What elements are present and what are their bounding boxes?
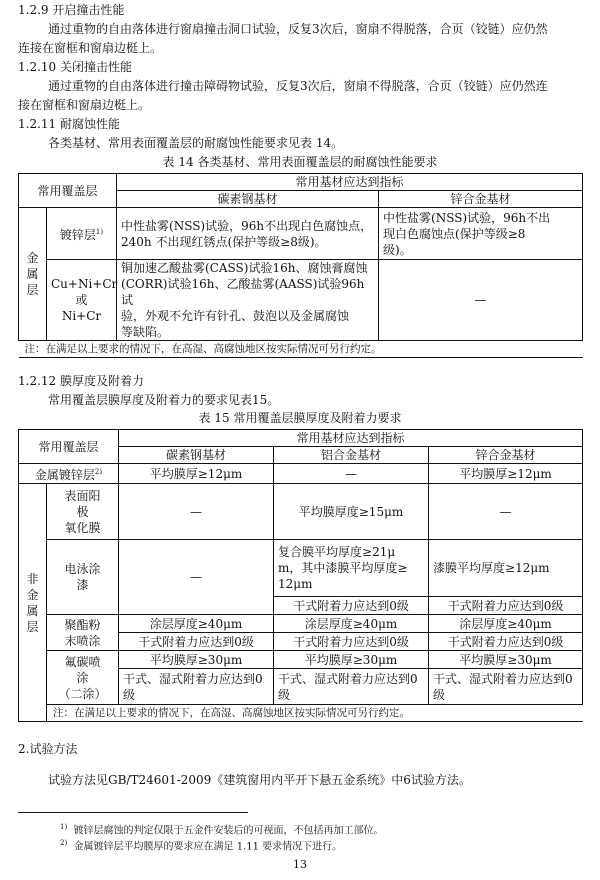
table-cell: 镀锌层$^{1)}$ bbox=[47, 208, 117, 260]
table-cell: 电泳涂 漆 bbox=[47, 540, 119, 615]
section-heading: 2.试验方法 bbox=[18, 742, 78, 756]
table-cell: 涂层厚度≥40μm bbox=[274, 615, 429, 633]
table-cell: 中性盐雾(NSS)试验，96h不出 现白色腐蚀点(保护等级≥8 级)。 bbox=[379, 208, 583, 260]
table-cell: Cu+Ni+Cr或 Ni+Cr bbox=[47, 260, 117, 341]
footnote: $^{1)}$ 镀锌层腐蚀的判定仅限于五金件安装后的可视面，不包括再加工部位。 bbox=[60, 823, 384, 837]
table-cell: 平均膜厚≥12μm bbox=[119, 464, 274, 484]
table-cell: 干式附着力应达到0级 bbox=[274, 597, 429, 615]
header-cell: 锌合金基材 bbox=[379, 191, 583, 208]
table-cell: 平均膜厚≥30μm bbox=[429, 651, 583, 669]
table-cell: 铜加速乙酸盐雾(CASS)试验16h、腐蚀膏腐蚀 (CORR)试验16h、乙酸盐雾(AASS)试验96h试 验，外观不允许有针孔、鼓泡以及金属腐蚀 等缺陷。 bbox=[117, 260, 379, 341]
table-cell: 干式附着力应达到0级 bbox=[429, 633, 583, 651]
table-note: 注：在满足以上要求的情况下，在高湿、高腐蚀地区按实际情况可另行约定。 bbox=[19, 341, 583, 358]
paragraph: 常用覆盖层膜厚度及附着力的要求见表15。 bbox=[48, 393, 280, 407]
header-cell: 铝合金基材 bbox=[274, 447, 429, 464]
footnote: $^{2)}$ 金属镀锌层平均膜厚的要求应在满足 1.11 要求情况下进行。 bbox=[60, 839, 343, 853]
table-caption: 表 15 常用覆盖层膜厚度及附着力要求 bbox=[198, 411, 402, 425]
paragraph: 接在窗框和窗扇边梃上。 bbox=[18, 98, 151, 112]
table-caption: 表 14 各类基材、常用表面覆盖层的耐腐蚀性能要求 bbox=[162, 155, 438, 169]
table-cell: 平均膜厚度≥15μm bbox=[274, 484, 429, 540]
table-cell: 干式、湿式附着力应达到0 级 bbox=[429, 669, 583, 705]
table-cell: — bbox=[119, 484, 274, 540]
table-15 bbox=[18, 429, 583, 722]
table-cell: 聚酯粉 末喷涂 bbox=[47, 615, 119, 651]
table-cell: 表面阳 极 氧化膜 bbox=[47, 484, 119, 540]
footnote-rule bbox=[18, 812, 248, 813]
table-note: 注：在满足以上要求的情况下，在高湿、高腐蚀地区按实际情况可另行约定。 bbox=[47, 705, 583, 722]
table-cell: 漆膜平均厚度≥12μm bbox=[429, 540, 583, 597]
paragraph: 各类基材、常用表面覆盖层的耐腐蚀性能要求见表 14。 bbox=[48, 136, 344, 150]
footnote-marker: 1) bbox=[95, 228, 104, 236]
table-cell: 平均膜厚≥30μm bbox=[274, 651, 429, 669]
table-cell: 干式、湿式附着力应达到0 级 bbox=[274, 669, 429, 705]
section-heading: 1.2.10 关闭撞击性能 bbox=[18, 60, 132, 74]
section-heading: 1.2.12 膜厚度及附着力 bbox=[18, 374, 144, 388]
table-cell: — bbox=[119, 540, 274, 615]
table-cell: 干式附着力应达到0级 bbox=[119, 633, 274, 651]
row-group-label: 金 属 层 bbox=[19, 208, 47, 341]
table-cell: 复合膜平均厚度≥21μ m，其中漆膜平均厚度≥ 12μm bbox=[274, 540, 429, 597]
paragraph: 通过重物的自由落体进行撞击障碍物试验，反复3次后，窗扇不得脱落，合页（铰链）应仍然连 bbox=[48, 79, 548, 93]
header-cell: 锌合金基材 bbox=[429, 447, 583, 464]
table-cell: 干式附着力应达到0级 bbox=[429, 597, 583, 615]
table-cell: 中性盐雾(NSS)试验，96h不出现白色腐蚀点， 240h 不出现红锈点(保护等级≥8级)。 bbox=[117, 208, 379, 260]
paragraph: 试验方法见GB/T24601-2009《建筑窗用内平开下悬五金系统》中6试验方法。 bbox=[48, 773, 471, 787]
table-14 bbox=[18, 173, 583, 358]
paragraph: 连接在窗框和窗扇边梃上。 bbox=[18, 41, 163, 55]
footnote-marker: 2) bbox=[94, 468, 103, 476]
header-cell: 常用基材应达到指标 bbox=[117, 174, 583, 191]
header-cell: 常用覆盖层 bbox=[19, 174, 117, 208]
table-cell: 金属镀锌层$^{2)}$ bbox=[19, 464, 119, 484]
page-number: 13 bbox=[293, 858, 307, 871]
header-cell: 常用基材应达到指标 bbox=[119, 430, 583, 447]
header-cell: 碳素钢基材 bbox=[117, 191, 379, 208]
header-cell: 常用覆盖层 bbox=[19, 430, 119, 464]
table-cell: 平均膜厚≥30μm bbox=[119, 651, 274, 669]
table-cell: 干式、湿式附着力应达到0 级 bbox=[119, 669, 274, 705]
table-cell: 涂层厚度≥40μm bbox=[119, 615, 274, 633]
table-cell: 氟碳喷 涂 （二涂） bbox=[47, 651, 119, 705]
table-cell: — bbox=[429, 484, 583, 540]
section-heading: 1.2.9 开启撞击性能 bbox=[18, 3, 125, 17]
table-cell: — bbox=[274, 464, 429, 484]
row-group-label: 非 金 属 层 bbox=[19, 484, 47, 722]
header-cell: 碳素钢基材 bbox=[119, 447, 274, 464]
table-cell: 涂层厚度≥40μm bbox=[429, 615, 583, 633]
table-cell: 平均膜厚≥12μm bbox=[429, 464, 583, 484]
table-cell: — bbox=[379, 260, 583, 341]
section-heading: 1.2.11 耐腐蚀性能 bbox=[18, 117, 120, 131]
table-cell: 干式附着力应达到0级 bbox=[274, 633, 429, 651]
paragraph: 通过重物的自由落体进行窗扇撞击洞口试验，反复3次后，窗扇不得脱落，合页（铰链）应仍然 bbox=[48, 22, 548, 36]
